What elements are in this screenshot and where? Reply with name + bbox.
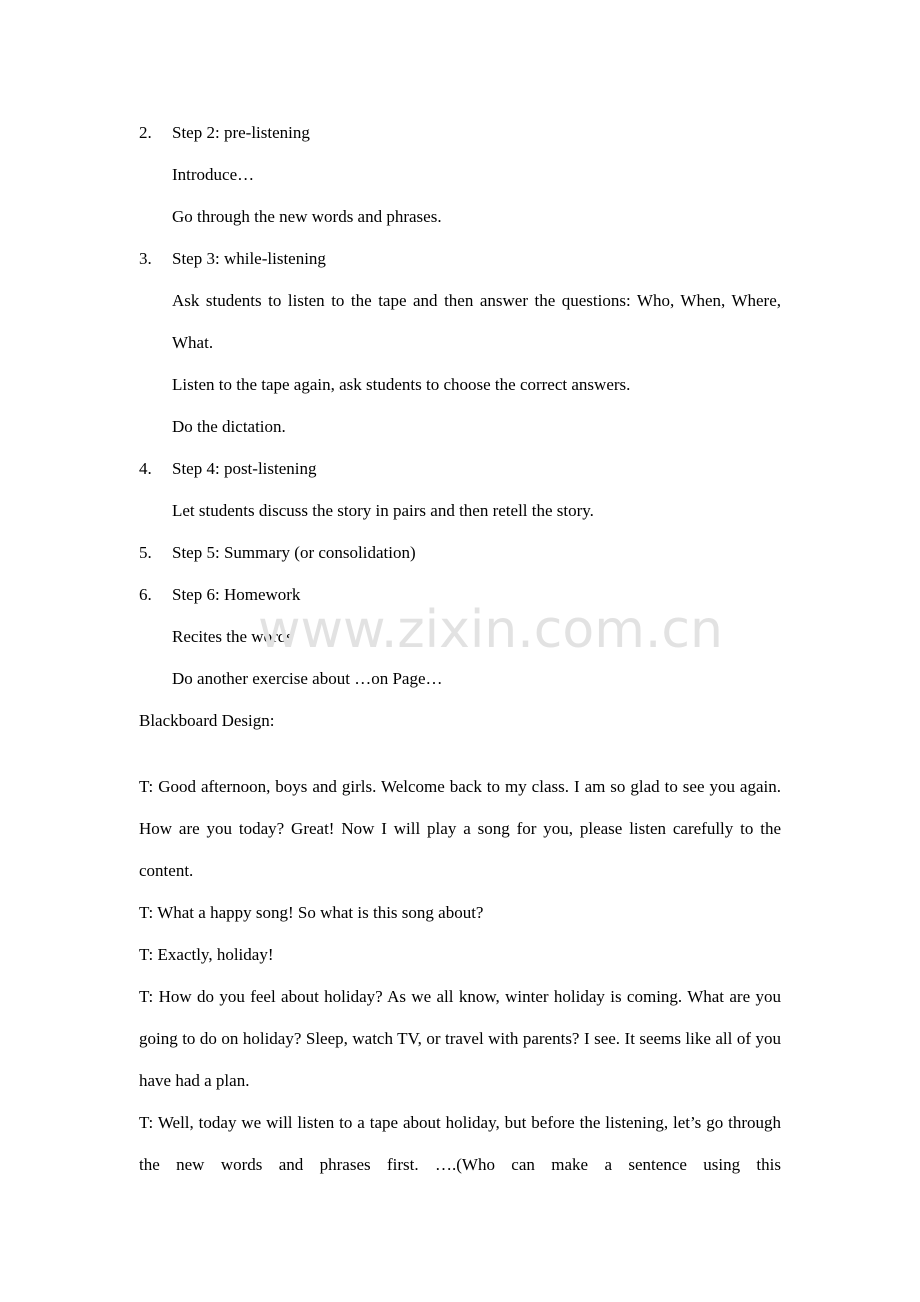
step-line: Let students discuss the story in pairs and then retell the story.	[172, 501, 594, 520]
step-line: Recites the words	[172, 627, 293, 646]
document-body	[139, 112, 781, 1186]
step-title: Step 2: pre-listening	[172, 123, 310, 142]
step-title: Step 4: post-listening	[172, 459, 317, 478]
step-line: Ask students to listen to the tape and then answer the questions: Who, When, Where, What.	[172, 291, 781, 352]
step-number: 6.	[139, 585, 152, 604]
watermark-text: www.zixin.com.cn	[258, 600, 723, 660]
spacer	[139, 742, 781, 766]
step-line: Go through the new words and phrases.	[172, 207, 442, 226]
dialogue-paragraph: T: Good afternoon, boys and girls. Welcome back to my class. I am so glad to see you again. How are you today? Great! Now I will play a song for you, please listen carefully to the content.	[139, 777, 781, 880]
step-line: Do the dictation.	[172, 417, 286, 436]
step-6-heading	[139, 574, 781, 616]
step-5-heading	[139, 532, 781, 574]
step-line: Listen to the tape again, ask students to choose the correct answers.	[172, 375, 631, 394]
step-3-heading	[139, 238, 781, 280]
step-number: 2.	[139, 123, 152, 142]
dialogue-paragraph: T: How do you feel about holiday? As we all know, winter holiday is coming. What are you going to do on holiday? Sleep, watch TV, or travel with parents? I see. It seems like all of you have had a plan.	[139, 987, 781, 1090]
dialogue-paragraph: T: What a happy song! So what is this song about?	[139, 903, 484, 922]
dialogue-paragraph: T: Well, today we will listen to a tape about holiday, but before the listening, let’s go through the new words and phrases first. ….(Who can make a sentence using this	[139, 1113, 781, 1174]
step-line: Introduce…	[172, 165, 255, 184]
dialogue-paragraph: T: Exactly, holiday!	[139, 945, 274, 964]
step-number: 5.	[139, 543, 152, 562]
step-number: 3.	[139, 249, 152, 268]
step-title: Step 6: Homework	[172, 585, 301, 604]
step-line: Do another exercise about …on Page…	[172, 669, 443, 688]
step-title: Step 3: while-listening	[172, 249, 326, 268]
step-title: Step 5: Summary (or consolidation)	[172, 543, 416, 562]
blackboard-design-label: Blackboard Design:	[139, 711, 275, 730]
step-4-heading	[139, 448, 781, 490]
step-number: 4.	[139, 459, 152, 478]
step-2-heading	[139, 112, 781, 154]
